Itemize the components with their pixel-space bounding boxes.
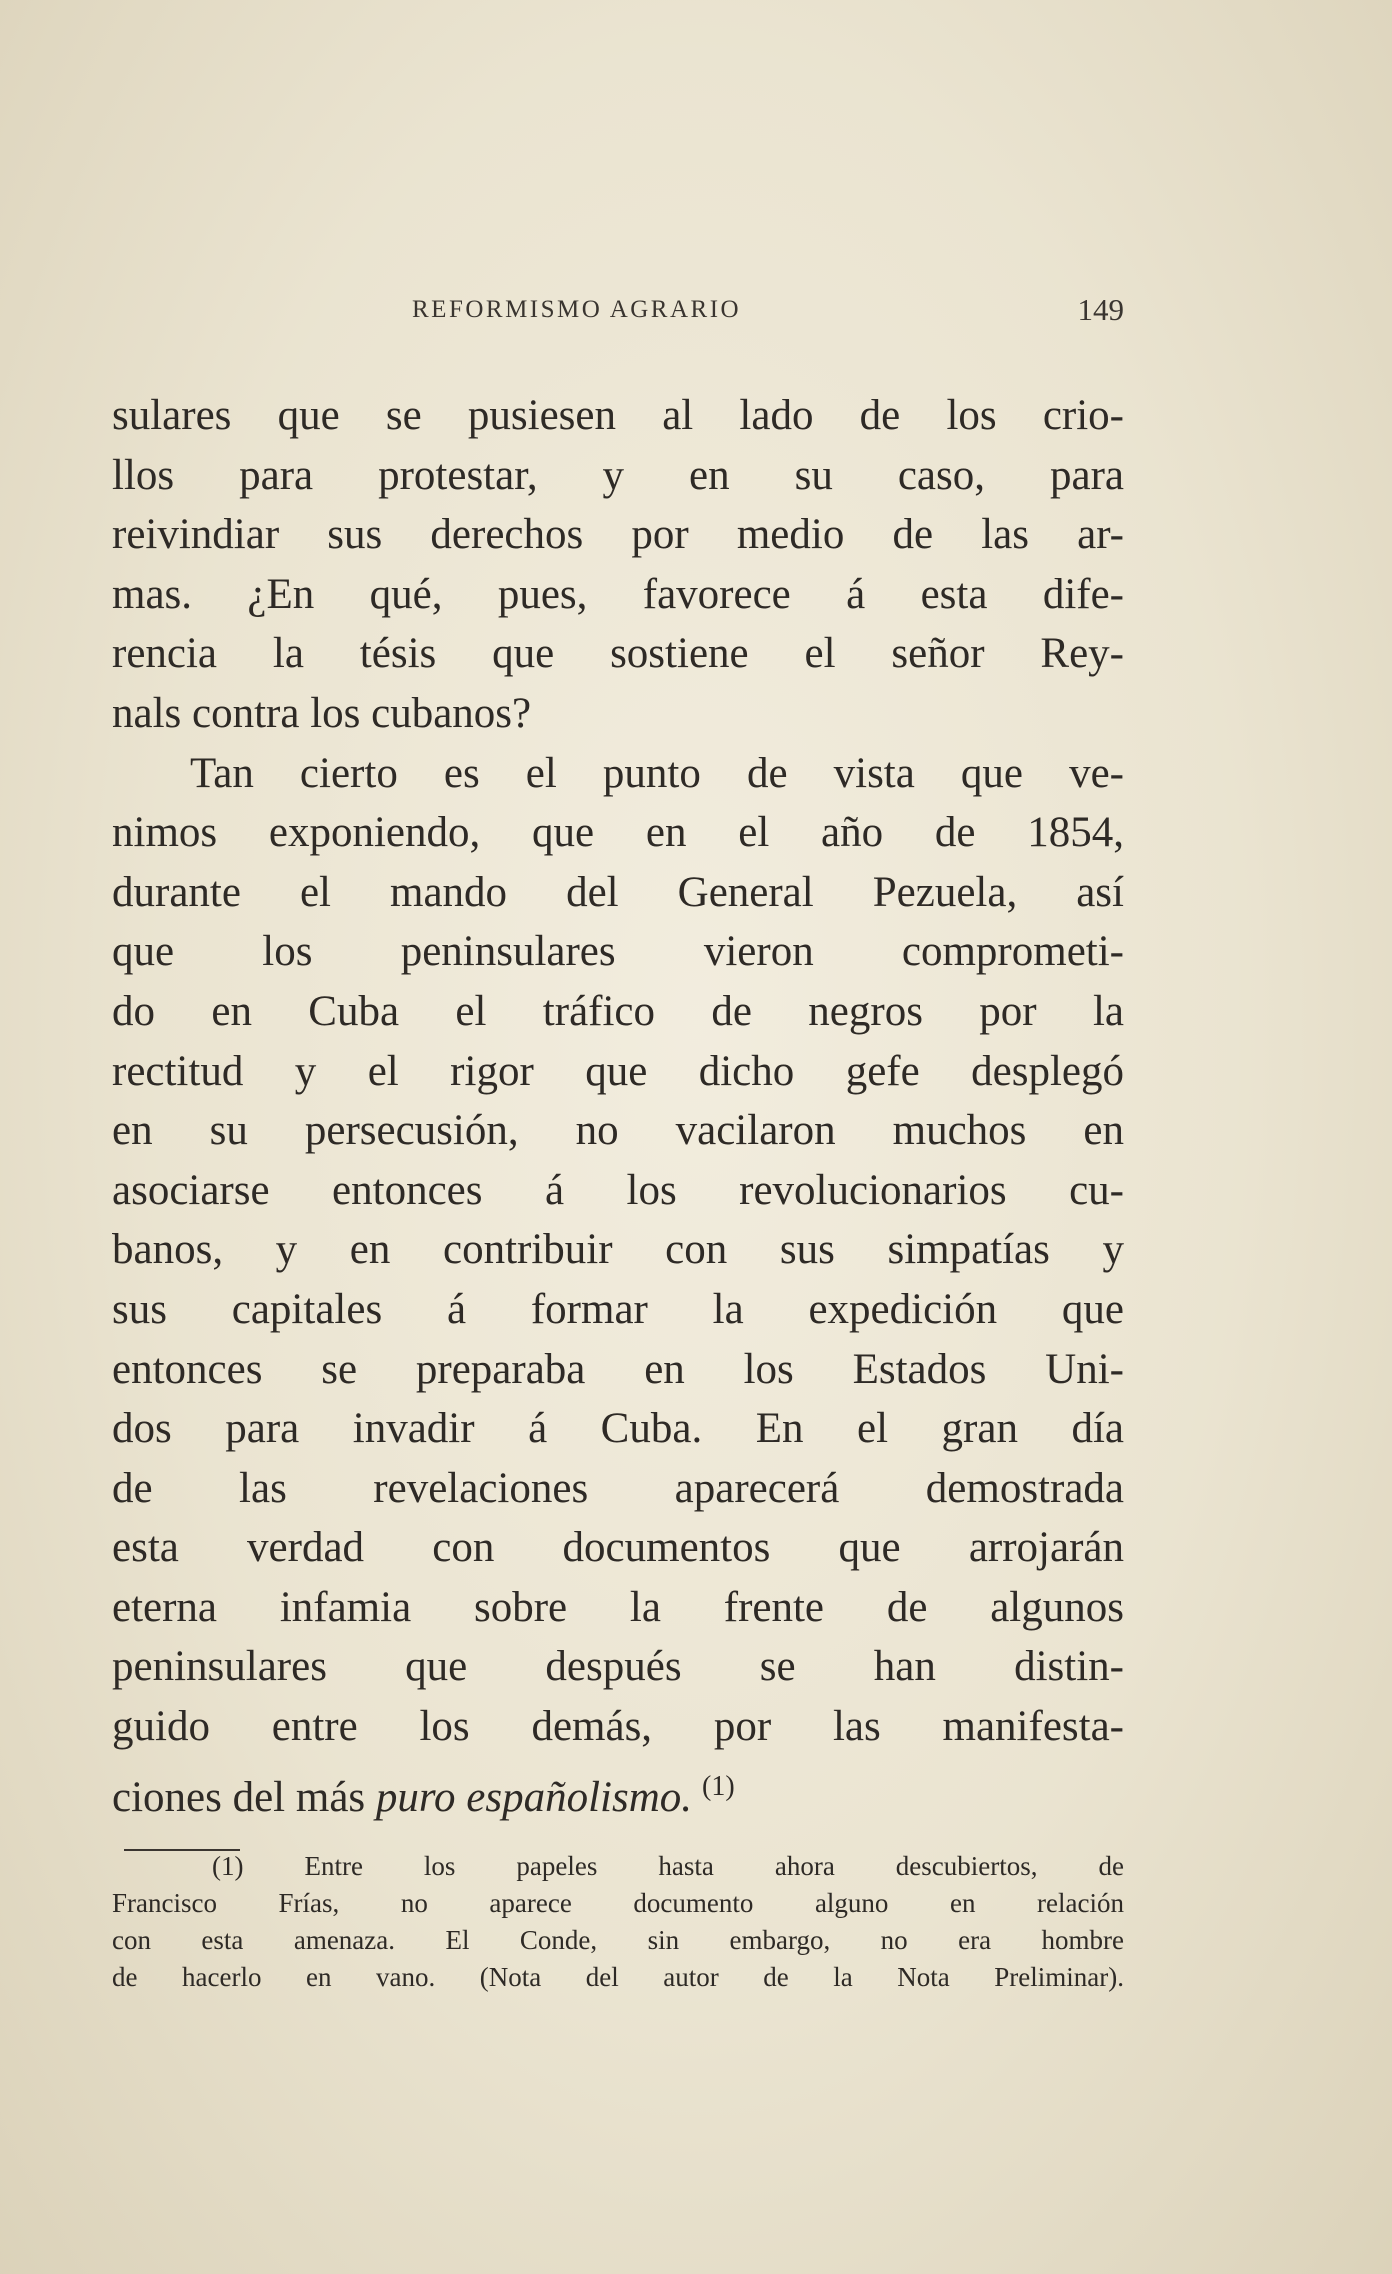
last-line-text: ciones del más	[112, 1773, 366, 1821]
text-line: de las revelaciones aparecerá demostrada	[112, 1464, 1124, 1512]
text-line: esta verdad con documentos que arrojarán	[112, 1524, 1124, 1572]
text-line: banos, y en contribuir con sus simpatías y	[112, 1226, 1124, 1274]
text-line: sus capitales á formar la expedición que	[112, 1285, 1124, 1333]
running-head: REFORMISMO AGRARIO	[412, 296, 742, 323]
text-line: sulares que se pusiesen al lado de los crio-	[112, 392, 1124, 439]
text-line: asociarse entonces á los revolucionarios cu-	[112, 1166, 1124, 1214]
text-line: eterna infamia sobre la frente de algunos	[112, 1583, 1124, 1631]
footnote-line: Francisco Frías, no aparece documento alguno en relación	[112, 1888, 1124, 1918]
text-line: guido entre los demás, por las manifesta-	[112, 1703, 1124, 1751]
text-line: llos para protestar, y en su caso, para	[112, 451, 1124, 499]
paragraph-end-line	[112, 1757, 1124, 1821]
text-line: reivindiar sus derechos por medio de las ar-	[112, 511, 1124, 559]
text-line: rectitud y el rigor que dicho gefe desplegó	[112, 1047, 1124, 1095]
text-line: peninsulares que después se han distin-	[112, 1643, 1124, 1691]
text-line: do en Cuba el tráfico de negros por la	[112, 987, 1124, 1035]
body-text	[112, 386, 1124, 1821]
text-line: entonces se preparaba en los Estados Uni-	[112, 1345, 1124, 1393]
page-number: 149	[1077, 292, 1124, 327]
italic-phrase: puro españolismo.	[375, 1773, 693, 1821]
footnote-line: con esta amenaza. El Conde, sin embargo, no era hombre	[112, 1925, 1124, 1955]
footnote	[112, 1848, 1124, 1996]
footnote-line: (1) Entre los papeles hasta ahora descubiertos, de	[212, 1851, 1124, 1881]
text-line: durante el mando del General Pezuela, así	[112, 868, 1124, 916]
text-line: rencia la tésis que sostiene el señor Rey-	[112, 630, 1124, 678]
footnote-reference: (1)	[702, 1770, 735, 1802]
text-line: dos para invadir á Cuba. En el gran día	[112, 1405, 1124, 1453]
text-line: en su persecusión, no vacilaron muchos en	[112, 1107, 1124, 1155]
text-line: que los peninsulares vieron comprometi-	[112, 928, 1124, 976]
footnote-line: de hacerlo en vano. (Nota del autor de la Nota Preliminar).	[112, 1962, 1124, 1992]
page-header	[112, 292, 1124, 336]
paragraph-end-line: nals contra los cubanos?	[112, 689, 532, 737]
text-line: mas. ¿En qué, pues, favorece á esta dife-	[112, 570, 1124, 618]
text-line: nimos exponiendo, que en el año de 1854,	[112, 809, 1124, 857]
paragraph-start-line: Tan cierto es el punto de vista que ve-	[190, 749, 1124, 797]
